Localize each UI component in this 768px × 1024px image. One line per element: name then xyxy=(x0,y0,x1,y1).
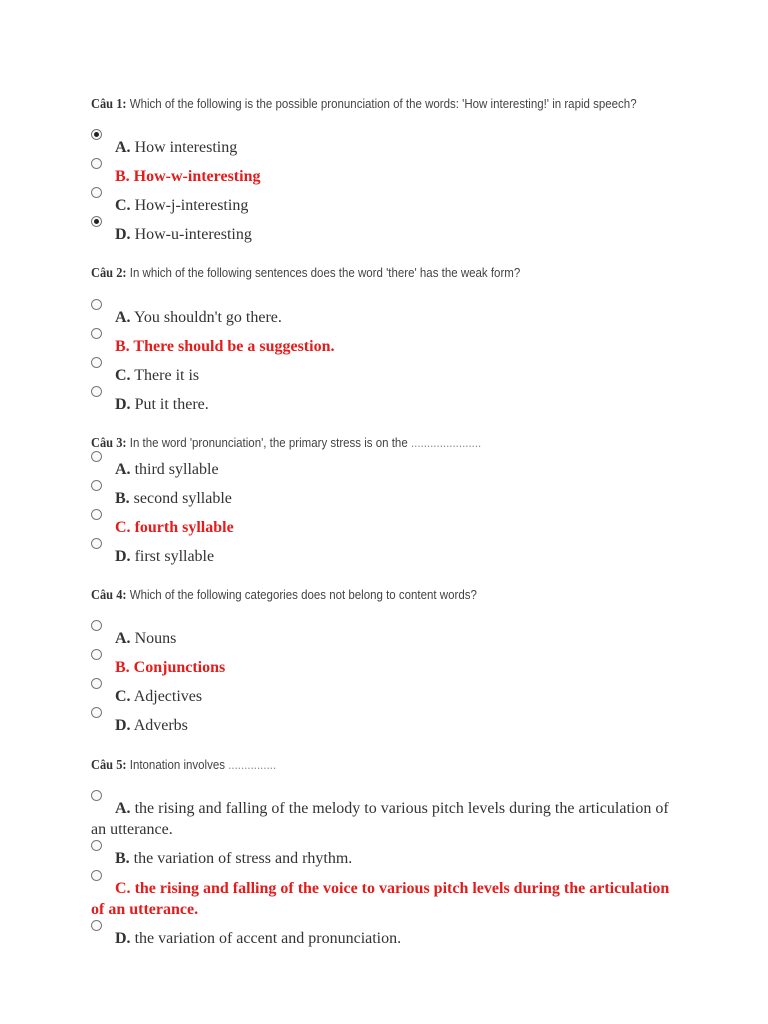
option-text: the rising and falling of the melody to various pitch levels during the articulation of an utterance. xyxy=(91,800,669,838)
radio-button[interactable] xyxy=(91,357,102,368)
radio-button[interactable] xyxy=(91,790,102,801)
question-text: Which of the following categories does not belong to content words? xyxy=(129,588,477,602)
radio-button[interactable] xyxy=(91,187,102,198)
radio-button[interactable] xyxy=(91,920,102,931)
question-4-option-d[interactable] xyxy=(91,715,671,736)
option-letter: A. xyxy=(115,461,131,478)
question-3-option-d[interactable] xyxy=(91,546,671,567)
question-2-option-d[interactable] xyxy=(91,394,671,415)
question-1-option-b[interactable] xyxy=(91,166,671,187)
question-number: Câu 5: xyxy=(91,757,127,772)
radio-button[interactable] xyxy=(91,620,102,631)
option-text: How interesting xyxy=(134,139,238,156)
question-2-option-a[interactable] xyxy=(91,307,671,328)
option-letter: C. xyxy=(115,197,131,214)
question-2-option-b[interactable] xyxy=(91,336,671,357)
option-letter: A. xyxy=(115,309,131,326)
radio-button[interactable] xyxy=(91,480,102,491)
radio-button[interactable] xyxy=(91,451,102,462)
option-text: the variation of stress and rhythm. xyxy=(133,850,353,867)
option-text: There should be a suggestion. xyxy=(133,338,335,355)
question-2-option-c[interactable] xyxy=(91,365,671,386)
radio-button[interactable] xyxy=(91,386,102,397)
option-letter: A. xyxy=(115,630,131,647)
question-3-option-b[interactable] xyxy=(91,488,671,509)
option-text: the variation of accent and pronunciation. xyxy=(134,930,402,947)
radio-button[interactable] xyxy=(91,840,102,851)
question-number: Câu 1: xyxy=(91,96,127,111)
option-text: Adverbs xyxy=(133,717,188,734)
radio-button[interactable] xyxy=(91,328,102,339)
option-letter: D. xyxy=(115,548,131,565)
option-text: How-u-interesting xyxy=(134,226,252,243)
question-text: Intonation involves xyxy=(129,758,226,772)
option-letter: B. xyxy=(115,168,130,185)
option-text: Adjectives xyxy=(133,688,203,705)
question-3-option-c[interactable] xyxy=(91,517,671,538)
option-text: Conjunctions xyxy=(133,659,226,676)
question-3-option-a[interactable] xyxy=(91,459,671,480)
question-5-option-d[interactable] xyxy=(91,928,671,949)
question-number: Câu 4: xyxy=(91,587,127,602)
radio-button[interactable] xyxy=(91,870,102,881)
blank-dots: ............... xyxy=(228,758,277,772)
option-text: the rising and falling of the voice to various pitch levels during the articulation of an utterance. xyxy=(91,880,670,918)
option-letter: B. xyxy=(115,490,130,507)
question-5 xyxy=(91,757,643,773)
question-2 xyxy=(91,265,643,281)
option-text: fourth syllable xyxy=(134,519,234,536)
blank-dots: ...................... xyxy=(410,436,482,450)
option-letter: C. xyxy=(115,688,131,705)
option-letter: D. xyxy=(115,717,131,734)
option-letter: D. xyxy=(115,396,131,413)
option-text: There it is xyxy=(134,367,200,384)
radio-button[interactable] xyxy=(91,158,102,169)
question-1 xyxy=(91,96,643,112)
question-1-option-d[interactable] xyxy=(91,224,671,245)
radio-button[interactable] xyxy=(91,509,102,520)
radio-button[interactable] xyxy=(91,299,102,310)
option-letter: C. xyxy=(115,880,131,897)
option-text: second syllable xyxy=(133,490,232,507)
radio-button[interactable] xyxy=(91,538,102,549)
option-letter: D. xyxy=(115,930,131,947)
question-1-option-c[interactable] xyxy=(91,195,671,216)
question-5-option-a[interactable] xyxy=(91,798,671,840)
radio-button[interactable] xyxy=(91,707,102,718)
question-4-option-a[interactable] xyxy=(91,628,671,649)
question-number: Câu 2: xyxy=(91,265,127,280)
question-4-option-b[interactable] xyxy=(91,657,671,678)
question-4 xyxy=(91,587,643,603)
radio-button-checked[interactable] xyxy=(91,129,102,140)
option-text: Put it there. xyxy=(134,396,209,413)
radio-button-checked[interactable] xyxy=(91,216,102,227)
option-letter: B. xyxy=(115,338,130,355)
question-1-option-a[interactable] xyxy=(91,137,671,158)
question-4-option-c[interactable] xyxy=(91,686,671,707)
option-letter: C. xyxy=(115,367,131,384)
option-text: You shouldn't go there. xyxy=(133,309,282,326)
question-5-option-b[interactable] xyxy=(91,848,671,869)
question-text: In which of the following sentences does the word 'there' has the weak form? xyxy=(129,266,521,280)
option-letter: A. xyxy=(115,139,131,156)
question-5-option-c[interactable] xyxy=(91,878,671,920)
option-letter: B. xyxy=(115,850,130,867)
option-text: first syllable xyxy=(134,548,215,565)
radio-button[interactable] xyxy=(91,678,102,689)
option-letter: B. xyxy=(115,659,130,676)
option-text: How-j-interesting xyxy=(134,197,249,214)
question-number: Câu 3: xyxy=(91,435,127,450)
option-text: How-w-interesting xyxy=(133,168,261,185)
option-text: third syllable xyxy=(134,461,219,478)
option-text: Nouns xyxy=(134,630,177,647)
option-letter: C. xyxy=(115,519,131,536)
question-text: Which of the following is the possible pronunciation of the words: 'How interesting!' in rapid speech? xyxy=(129,97,637,111)
question-3 xyxy=(91,435,643,451)
option-letter: A. xyxy=(115,800,131,817)
radio-button[interactable] xyxy=(91,649,102,660)
option-letter: D. xyxy=(115,226,131,243)
question-text: In the word 'pronunciation', the primary stress is on the xyxy=(129,436,408,450)
